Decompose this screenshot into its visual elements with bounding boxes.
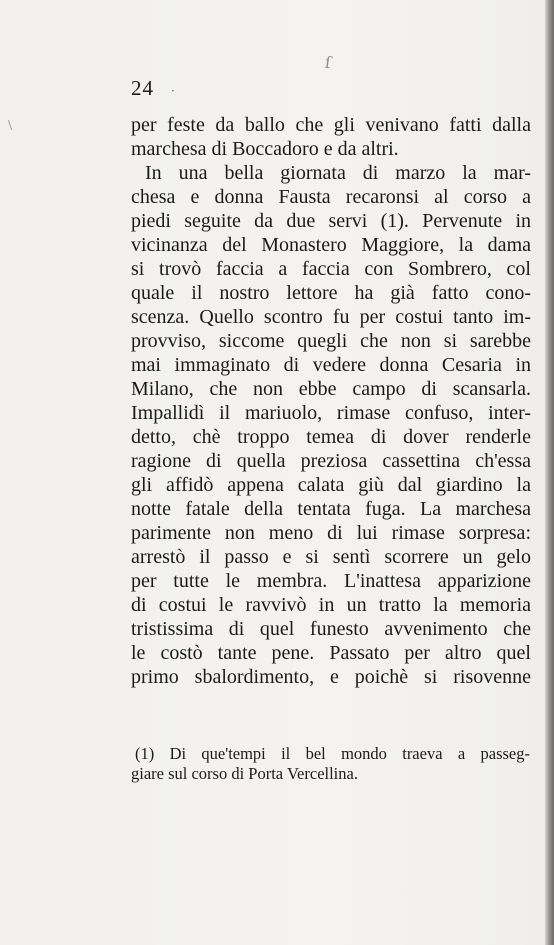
text-line: marchesa di Boccadoro e da altri. [131, 138, 399, 160]
text-line: scenza. Quello scontro fu per costui tanto im- [131, 306, 531, 328]
page-edge-shadow [545, 0, 554, 945]
text-line: per feste da ballo che gli venivano fatti dalla [131, 114, 531, 136]
text-line: parimente non meno di lui rimase sorpresa: [131, 522, 531, 544]
text-line: tristissima di quel funesto avvenimento che [131, 618, 531, 640]
footnote-line: giare sul corso di Porta Vercellina. [131, 764, 358, 783]
text-line: arrestò il passo e si sentì scorrere un gelo [131, 546, 531, 568]
text-line: si trovò faccia a faccia con Sombrero, col [131, 258, 531, 280]
text-line: primo sbalordimento, e poichè si risovenne [131, 666, 531, 688]
text-line: Impallidì il mariuolo, rimase confuso, inter- [131, 402, 531, 424]
text-line: chesa e donna Fausta recaronsi al corso a [131, 186, 531, 208]
text-line: ragione di quella preziosa cassettina ch'essa [131, 450, 531, 472]
text-line: per tutte le membra. L'inattesa apparizione [131, 570, 531, 592]
text-line: piedi seguite da due servi (1). Pervenute in [131, 210, 531, 232]
text-line: provviso, siccome quegli che non si sarebbe [131, 330, 531, 352]
text-line: detto, chè troppo temea di dover renderle [131, 426, 531, 448]
margin-mark: \ [8, 118, 13, 132]
page-number: 24 [131, 76, 154, 100]
text-line: In una bella giornata di marzo la mar- [145, 162, 531, 184]
text-line: mai immaginato di vedere donna Cesaria in [131, 354, 531, 376]
page-number-mark: · [171, 84, 175, 98]
text-line: le costò tante pene. Passato per altro quel [131, 642, 531, 664]
footnote-line: (1) Di que'tempi il bel mondo traeva a passeg- [135, 744, 530, 763]
text-line: Milano, che non ebbe campo di scansarla. [131, 378, 531, 400]
footnote [131, 744, 530, 784]
text-line: quale il nostro lettore ha già fatto cono- [131, 282, 531, 304]
stray-ink-mark: ſ [323, 52, 333, 73]
body-text [131, 113, 531, 689]
text-line: vicinanza del Monastero Maggiore, la dama [131, 234, 531, 256]
text-line: gli affidò appena calata giù dal giardino la [131, 474, 531, 496]
text-line: notte fatale della tentata fuga. La marchesa [131, 498, 531, 520]
text-line: di costui le ravvivò in un tratto la memoria [131, 594, 531, 616]
